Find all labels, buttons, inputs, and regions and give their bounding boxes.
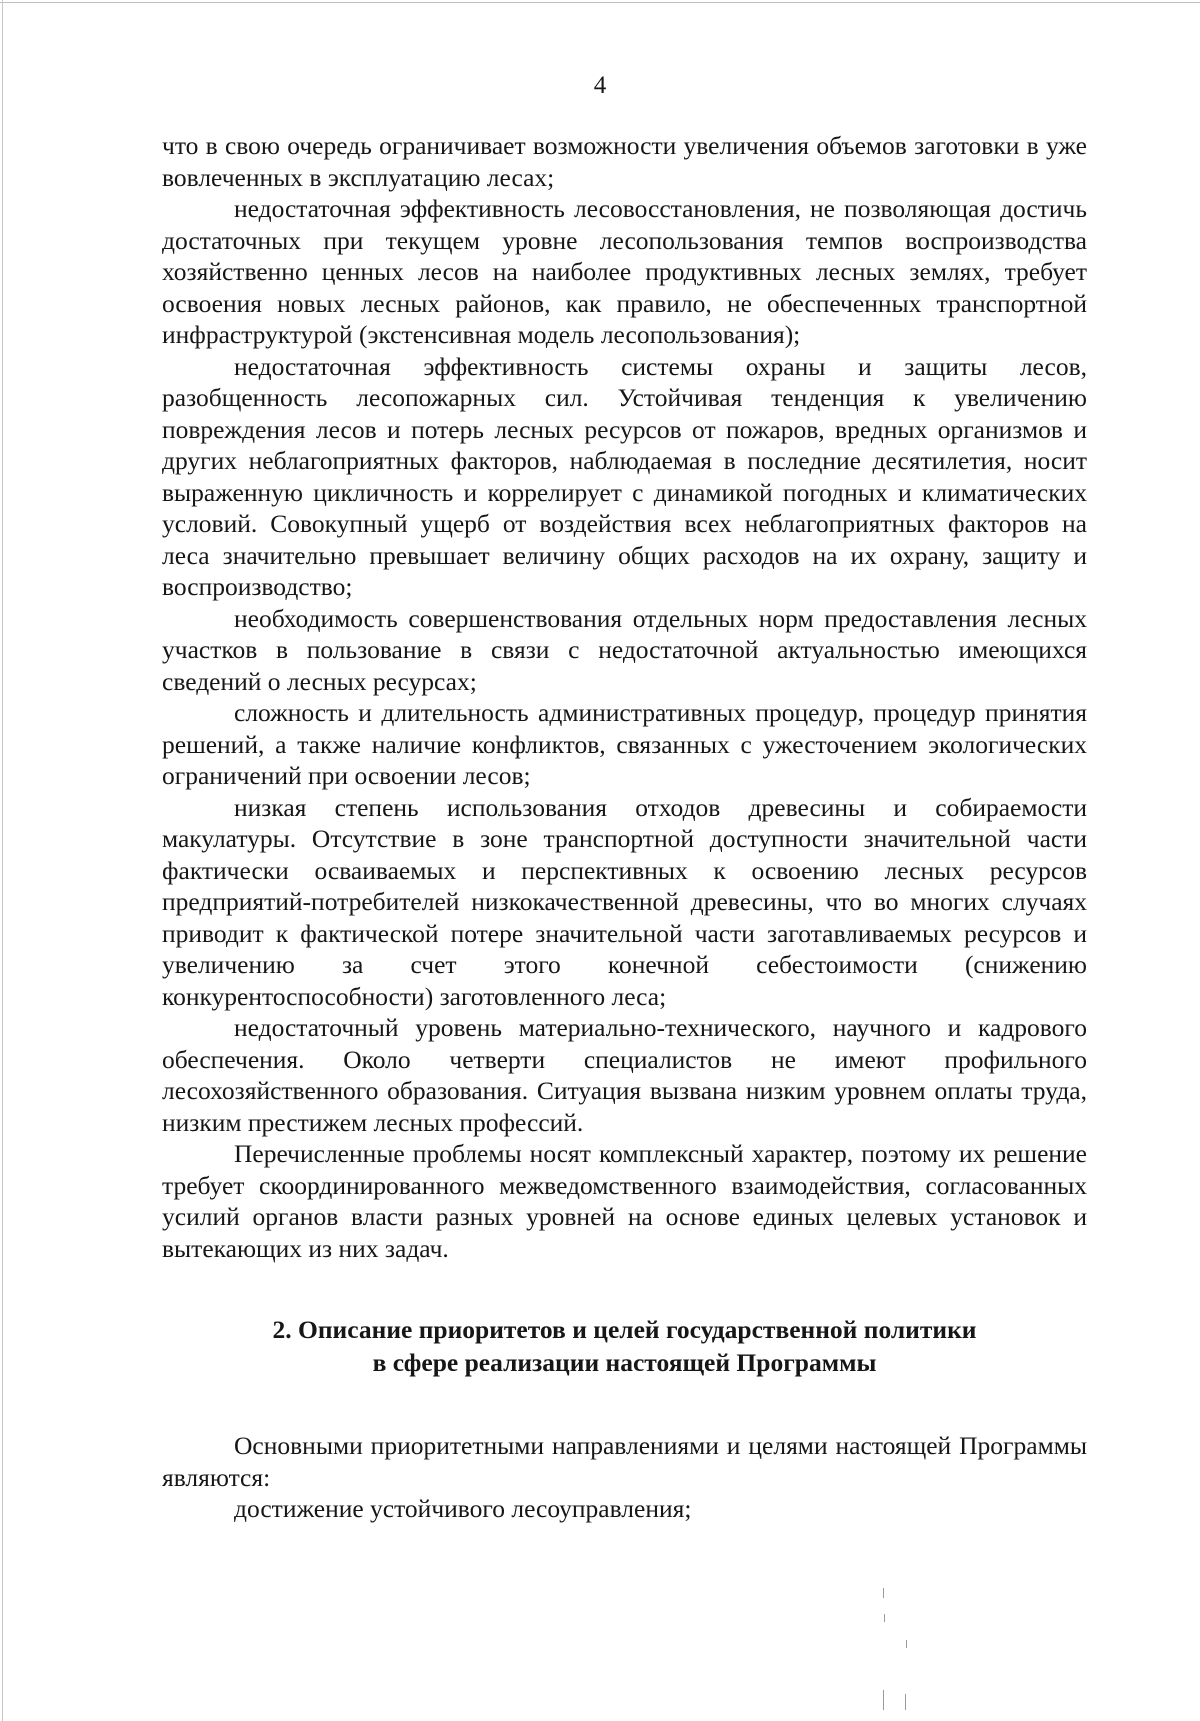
scan-edge-top xyxy=(0,2,1200,3)
section-title-line-1: 2. Описание приоритетов и целей государственной политики xyxy=(272,1315,977,1344)
paragraph-3: недостаточная эффективность системы охраны и защиты лесов, разобщенность лесопожарных сил. Устойчивая тенденция к увеличению повреждения лесов и потерь лесных ресурсов от пожаров, вредных организмов и других неблагоприятных факторов, наблюдаемая в последние десятилетия, носит выраженную цикличность и коррелирует с динамикой погодных и климатических условий. Совокупный ущерб от воздействия всех неблагоприятных факторов на леса значительно превышает величину общих расходов на их охрану, защиту и воспроизводство; xyxy=(162,351,1087,601)
paragraph-7: недостаточный уровень материально-технического, научного и кадрового обеспечения. Около четверти специалистов не имеют профильного лесохозяйственного образования. Ситуация вызвана низким уровнем оплаты труда, низким престижем лесных профессий. xyxy=(162,1013,1087,1137)
page-number: 4 xyxy=(593,72,607,99)
paragraph-6: низкая степень использования отходов древесины и собираемости макулатуры. Отсутствие в зоне транспортной доступности значительной части фактически осваиваемых и перспективных к освоению лесных ресурсов предприятий-потребителей низкокачественной древесины, что во многих случаях приводит к фактической потере значительной части заготавливаемых ресурсов и увеличению за счет этого конечной себестоимости (снижению конкурентоспособности) заготовленного леса; xyxy=(162,792,1087,1011)
paragraph-9: Основными приоритетными направлениями и целями настоящей Программы являются: xyxy=(162,1431,1087,1492)
paragraph-5: сложность и длительность административных процедур, процедур принятия решений, а также наличие конфликтов, связанных с ужесточением экологических ограничений при освоении лесов; xyxy=(162,698,1087,790)
section-title-line-2: в сфере реализации настоящей Программы xyxy=(372,1348,877,1377)
paragraph-10: достижение устойчивого лесоуправления; xyxy=(234,1494,692,1523)
scan-speck xyxy=(906,1640,907,1648)
section-title xyxy=(162,1313,1087,1379)
scan-speck xyxy=(883,1690,884,1710)
paragraph-2: недостаточная эффективность лесовосстановления, не позволяющая достичь достаточных при текущем уровне лесопользования темпов воспроизводства хозяйственно ценных лесов на наиболее продуктивных лесных землях, требует освоения новых лесных районов, как правило, не обеспеченных транспортной инфраструктурой (экстенсивная модель лесопользования); xyxy=(162,194,1087,349)
scan-edge-left xyxy=(2,0,3,1721)
scan-speck xyxy=(905,1694,906,1710)
paragraph-4: необходимость совершенствования отдельных норм предоставления лесных участков в пользование в связи с недостаточной актуальностью имеющихся сведений о лесных ресурсах; xyxy=(162,603,1087,696)
paragraph-1: что в свою очередь ограничивает возможности увеличения объемов заготовки в уже вовлеченных в эксплуатацию лесах; xyxy=(162,131,1087,192)
body-text xyxy=(162,130,1087,1525)
scan-speck xyxy=(884,1614,885,1622)
scan-speck xyxy=(883,1588,884,1598)
paragraph-8: Перечисленные проблемы носят комплексный характер, поэтому их решение требует скоординированного межведомственного взаимодействия, согласованных усилий органов власти разных уровней на основе единых целевых установок и вытекающих из них задач. xyxy=(162,1139,1087,1263)
